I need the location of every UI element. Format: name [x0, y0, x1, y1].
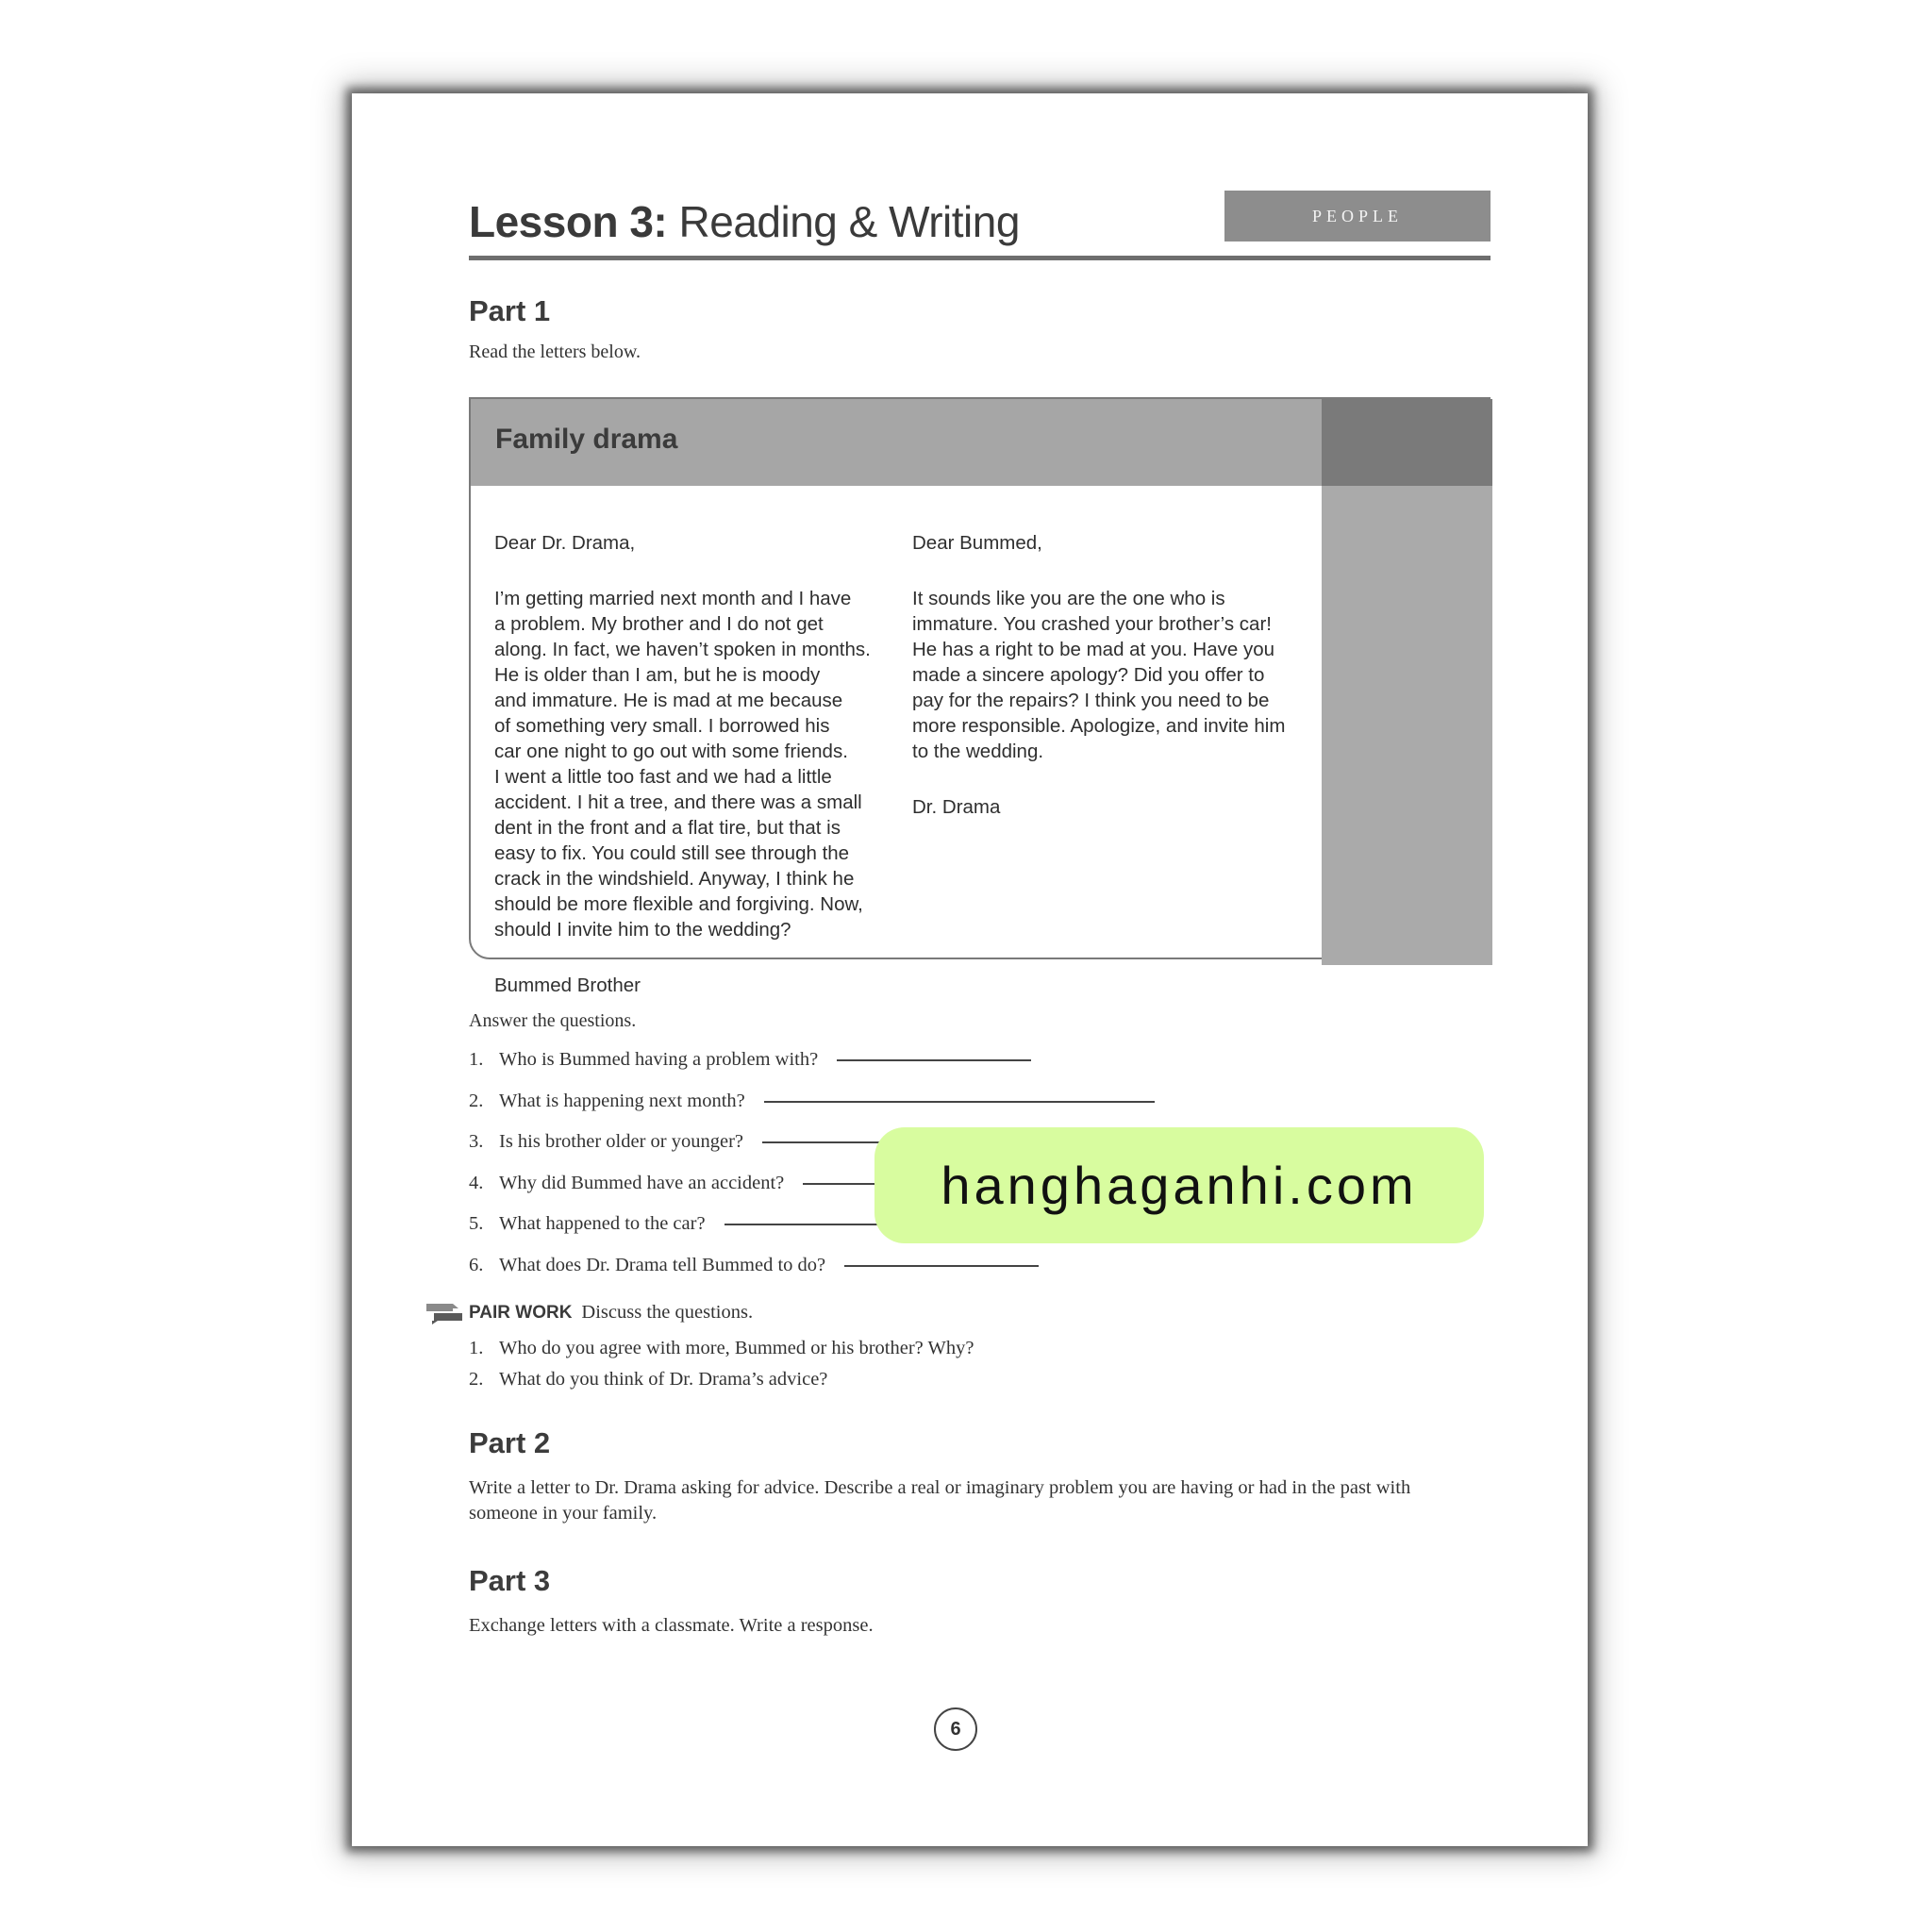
pair-question — [469, 1338, 974, 1359]
letter2-body: It sounds like you are the one who is immature. You crashed your brother’s car! He has a right to be mad at you. Have you made a sincere apology? Did you offer to pay for the repairs? I think you need to be more responsible. Apologize, and invite him to the wedding. — [912, 588, 1286, 762]
question-number: 6. — [469, 1254, 484, 1275]
question-number: 2. — [469, 1090, 484, 1111]
pair-question-number: 1. — [469, 1338, 484, 1358]
lesson-title — [469, 196, 1020, 247]
part1-instruction: Read the letters below. — [469, 341, 641, 362]
letter-box-title: Family drama — [495, 424, 678, 455]
question-item — [469, 1049, 1155, 1091]
watermark-banner: hanghaganhi.com — [874, 1127, 1484, 1243]
letter-dr-drama — [912, 505, 1308, 850]
question-item — [469, 1091, 1155, 1132]
section-tag: PEOPLE — [1224, 191, 1491, 242]
question-text: What is happening next month? — [499, 1090, 745, 1111]
pair-question-text: Who do you agree with more, Bummed or his brother? Why? — [499, 1338, 974, 1358]
letter2-signature: Dr. Drama — [912, 796, 1001, 818]
question-number: 5. — [469, 1213, 484, 1234]
pair-work-label: PAIR WORK — [469, 1303, 573, 1323]
page-number: 6 — [934, 1707, 977, 1751]
question-number: 1. — [469, 1049, 484, 1070]
part3-heading: Part 3 — [469, 1564, 551, 1597]
lesson-name: Reading & Writing — [667, 197, 1020, 246]
letter1-body: I’m getting married next month and I have a problem. My brother and I do not get along. In fact, we haven’t spoken in months. He is older than I am, but he is moody and immature. He is mad at me because of something very small. I borrowed his car one night to go out with some friends. I went a little too fast and we had a little accident. I hit a tree, and there was a small dent in the front and a flat tire, but that is easy to fix. You could still see through the crack in the windshield. Anyway, I think he should be more flexible and forgiving. Now, should I invite him to the wedding? — [494, 588, 871, 941]
part1-heading: Part 1 — [469, 294, 551, 327]
questions-instruction: Answer the questions. — [469, 1010, 637, 1031]
letter1-salutation: Dear Dr. Drama, — [494, 532, 636, 554]
question-text: Is his brother older or younger? — [499, 1131, 744, 1152]
pair-work-instruction: Discuss the questions. — [581, 1302, 754, 1323]
part2-heading: Part 2 — [469, 1426, 551, 1459]
letter-box-strip-top — [1322, 399, 1492, 486]
pair-work-icon — [425, 1300, 464, 1324]
letter2-salutation: Dear Bummed, — [912, 532, 1042, 554]
question-text: What happened to the car? — [499, 1213, 706, 1234]
answer-line[interactable] — [844, 1264, 1039, 1267]
pair-work-line — [469, 1302, 753, 1324]
letter1-signature: Bummed Brother — [494, 974, 641, 996]
question-number: 3. — [469, 1131, 484, 1152]
lesson-label: Lesson 3: — [469, 197, 668, 246]
pair-question-number: 2. — [469, 1369, 484, 1390]
question-number: 4. — [469, 1172, 484, 1193]
question-text: Why did Bummed have an accident? — [499, 1172, 785, 1193]
pair-question-text: What do you think of Dr. Drama’s advice? — [499, 1369, 828, 1390]
letter-box — [469, 397, 1491, 996]
letter-bummed — [494, 505, 891, 1028]
answer-line[interactable] — [764, 1100, 1155, 1103]
part2-text: Write a letter to Dr. Drama asking for advice. Describe a real or imaginary problem you are having or had in the past with someone in your family. — [469, 1477, 1411, 1524]
title-rule — [469, 256, 1491, 260]
question-item — [469, 1255, 1155, 1296]
question-text: What does Dr. Drama tell Bummed to do? — [499, 1254, 826, 1275]
answer-line[interactable] — [837, 1058, 1031, 1061]
part3-text: Exchange letters with a classmate. Write a response. — [469, 1615, 874, 1636]
question-text: Who is Bummed having a problem with? — [499, 1049, 819, 1070]
pair-question — [469, 1369, 827, 1391]
